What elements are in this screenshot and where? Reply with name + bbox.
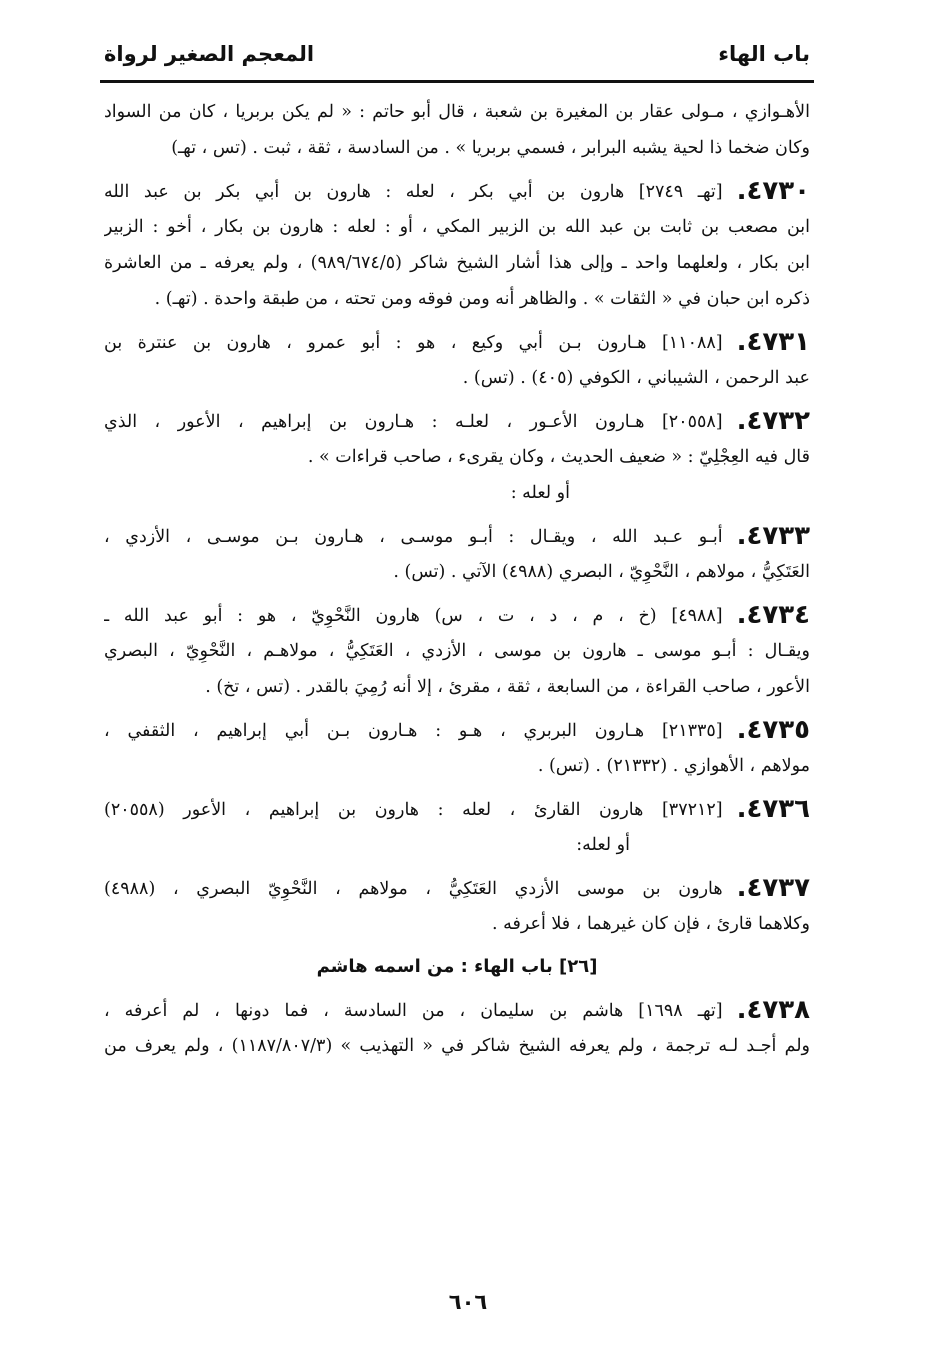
section-heading: [٢٦] باب الهاء : من اسمه هاشم [316,956,598,977]
text-line: ويقـال : أبـو موسى ـ هارون بن موسى ، الأزدي ، العَتَكِيُّ ، مولاهـم ، النَّحْوِيّ ، البصري [104,641,810,661]
text-line: العَتَكِيُّ ، مولاهم ، النَّحْوِيّ ، البصري (٤٩٨٨) الآتي . (تس) . [393,562,810,582]
text-line: وكان ضخما ذا لحية يشبه البرابر ، فسمي بربريا » . من السادسة ، ثقة ، ثبت . (تس ، تهـ) [171,138,810,158]
text-line: الأهـوازي ، مـولى عقار بن المغيرة بن شعبة ، قال أبو حاتم : « لم يكن بربريا ، كان من السواد [104,102,810,122]
entry-number: ٤٧٣٢. [736,406,810,436]
entry-number: ٤٧٣٦. [736,794,810,824]
text-line: وكلاهما قارئ ، فإن كان غيرهما ، فلا أعرفه . [491,914,810,934]
entry-4734-line [104,597,810,633]
entry-text: أبـو عـبد الله ، ويقـال : أبـو موسـى ، هـارون بـن موسـى ، الأزدي ، [104,527,723,547]
text-line: قال فيه العِجْلِيّ : « ضعيف الحديث ، وكان يقرىء ، صاحب قراءات » . [307,447,810,467]
entry-4735-line [104,712,810,748]
text-line: أو لعله: [576,835,630,855]
entry-4732-line [104,403,810,439]
entry-4733-line [104,518,810,554]
text-line: ابن بكار ، ولعلهما واحد ـ وإلى هذا أشار الشيخ شاكر (٩٨٩/٦٧٤/٥) ، ولم يعرفه ـ من العاشرة [104,253,810,273]
text-line: أو لعله : [510,483,570,503]
header-book-title: المعجم الصغير لرواة [104,42,315,66]
entry-number: ٤٧٣٠. [736,176,810,206]
text-line: ابن مصعب بن ثابت بن عبد الله بن الزبير المكي ، أو : لعله : هارون بن بكار ، أخو : الزبير [104,217,810,237]
page-body [104,94,810,1064]
text-line: مولاهم ، الأهوازي . (٢١٣٣٢) . (تس) . [537,756,810,776]
entry-4738-line [104,992,810,1028]
entry-4736-line [104,791,810,827]
entry-text: [٤٩٨٨] (خ ، م ، د ، ت ، س) هارون النَّحْوِيّ ، هو : أبو عبد الله ـ [104,606,723,626]
entry-number: ٤٧٣١. [736,327,810,357]
running-header [104,38,810,70]
page-number: ٦٠٦ [448,1290,488,1314]
entry-number: ٤٧٣٣. [736,521,810,551]
entry-text: هارون بن موسى الأزدي العَتَكِيُّ ، مولاهم ، النَّحْوِيّ البصري ، (٤٩٨٨) [104,879,723,899]
entry-text: [٢٠٥٥٨] هـارون الأعـور ، لعلـه : هـارون بن إبراهيم ، الأعور ، الذي [104,412,723,432]
text-line: الأعور ، صاحب القراءة ، من السابعة ، ثقة ، مقرئ ، إلا أنه رُمِيَ بالقدر . (تس ، تخ) . [205,677,810,697]
entry-text: [٢١٣٣٥] هـارون البربري ، هـو : هـارون بـن أبي إبراهيم ، الثقفي ، [104,721,723,741]
entry-text: [تهـ ٢٧٤٩] هارون بن أبي بكر ، لعله : هارون بن أبي بكر بن عبد الله [104,182,723,202]
entry-4730-line [104,173,810,209]
entry-4731-line [104,324,810,360]
header-chapter-title: باب الهاء [718,42,810,66]
header-rule [100,80,814,83]
text-line: ولم أجـد لـه ترجمة ، ولم يعرفه الشيخ شاكر في « التهذيب » (١١٨٧/٨٠٧/٣) ، ولم يعرف من [104,1036,810,1056]
entry-text: [١١٠٨٨] هـارون بـن أبي وكيع ، هو : أبو عمرو ، هارون بن عنترة بن [104,333,723,353]
entry-number: ٤٧٣٤. [736,600,810,630]
entry-text: [٣٧٢١٢] هارون القارئ ، لعله : هارون بن إبراهيم ، الأعور (٢٠٥٥٨) [104,800,723,820]
text-line: عبد الرحمن ، الشيباني ، الكوفي (٤٠٥) . (تس) . [462,368,810,388]
entry-4737-line [104,870,810,906]
entry-number: ٤٧٣٨. [736,995,810,1025]
entry-text: [تهـ ١٦٩٨] هاشم بن سليمان ، من السادسة ، فما دونها ، لم أعرفه ، [104,1001,723,1021]
entry-number: ٤٧٣٥. [736,715,810,745]
entry-number: ٤٧٣٧. [736,873,810,903]
text-line: ذكره ابن حبان في « الثقات » . والظاهر أنه ومن فوقه ومن تحته ، من طبقة واحدة . (تهـ) . [154,289,810,309]
